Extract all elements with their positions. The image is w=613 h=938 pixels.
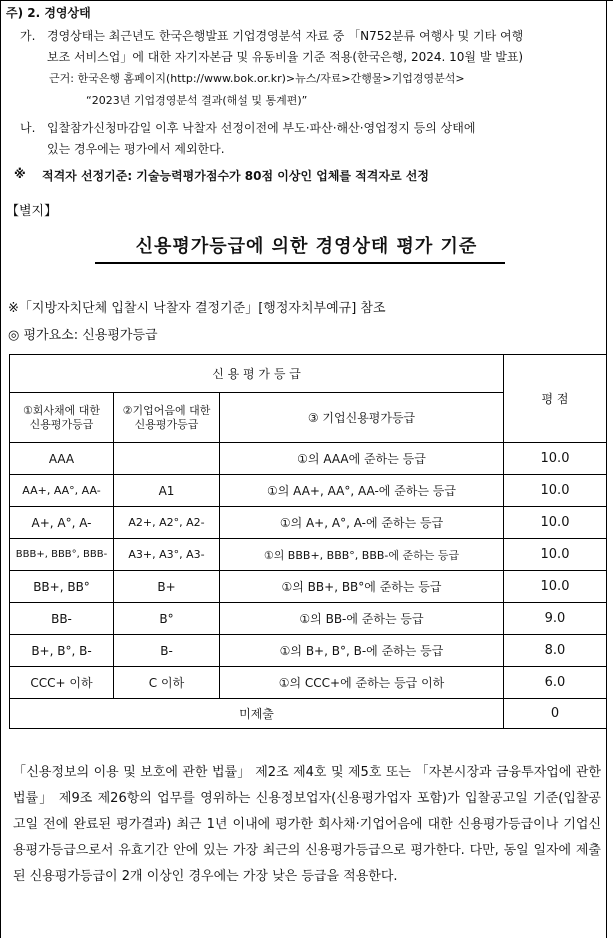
corp-grade-cell: ①의 AA+, AA°, AA-에 준하는 등급 xyxy=(220,475,504,507)
bond-grade-cell: BB- xyxy=(10,603,114,635)
col2-header-line1: ②기업어음에 대한 xyxy=(122,403,211,417)
score-cell: 8.0 xyxy=(504,635,607,667)
basis-line2: “2023년 기업경영분석 결과(해설 및 통계편)” xyxy=(86,94,308,107)
corp-grade-cell: ①의 AAA에 준하는 등급 xyxy=(220,443,504,475)
cp-grade-cell: B+ xyxy=(114,571,220,603)
bond-grade-cell: AAA xyxy=(10,443,114,475)
table-row xyxy=(10,603,607,635)
table-row xyxy=(10,507,607,539)
group-header: 신 용 평 가 등 급 xyxy=(10,355,504,393)
score-cell: 10.0 xyxy=(504,475,607,507)
table-row-unsubmitted xyxy=(10,699,607,729)
item-na-label: 나. xyxy=(20,121,36,135)
corp-grade-cell: ①의 B+, B°, B-에 준하는 등급 xyxy=(220,635,504,667)
col1-header-line2: 신용평가등급 xyxy=(29,417,94,431)
document-title: 신용평가등급에 의한 경영상태 평가 기준 xyxy=(135,236,478,257)
score-cell: 9.0 xyxy=(504,603,607,635)
item-ga-label: 가. xyxy=(20,29,36,43)
section-title: 주) 2. 경영상태 xyxy=(6,6,91,20)
annex-label: 【별지】 xyxy=(6,204,58,219)
col1-header xyxy=(10,393,114,443)
footer-paragraph: 「신용정보의 이용 및 보호에 관한 법률」 제2조 제4호 및 제5호 또는 「자본시장과 금융투자업에 관한 법률」 제9조 제26항의 업무를 영위하는 신용정보업자(신용평가업자 포함)가 입찰공고일 기준(입찰공고일 전에 완료된 평가결과) 최근 1년 이내에 평가한 회사채·기업어음에 대한 신용평가등급이나 기업신용평가등급으로서 유효기간 안에 있는 가장 최근의 신용평가등급으로 평가한다. 다만, 동일 일자에 제출된 신용평가등급이 2개 이상인 경우에는 가장 낮은 등급을 적용한다. xyxy=(13,765,601,884)
criteria-mark: ※ xyxy=(14,167,26,181)
corp-grade-cell: ①의 BB+, BB°에 준하는 등급 xyxy=(220,571,504,603)
bond-grade-cell: BB+, BB° xyxy=(10,571,114,603)
bond-grade-cell: A+, A°, A- xyxy=(10,507,114,539)
score-header: 평 점 xyxy=(504,355,607,443)
cp-grade-cell: B° xyxy=(114,603,220,635)
col2-header xyxy=(114,393,220,443)
table-row xyxy=(10,667,607,699)
unsubmitted-label: 미제출 xyxy=(10,699,504,729)
item-na-line1: 입찰참가신청마감일 이후 낙찰자 선정이전에 부도·파산·해산·영업정지 등의 상태에 xyxy=(47,121,476,135)
corp-grade-cell: ①의 BBB+, BBB°, BBB-에 준하는 등급 xyxy=(220,539,504,571)
bond-grade-cell: BBB+, BBB°, BBB- xyxy=(10,539,114,571)
top-border xyxy=(0,0,613,1)
table-row xyxy=(10,443,607,475)
corp-grade-cell: ①의 CCC+에 준하는 등급 이하 xyxy=(220,667,504,699)
col2-header-line2: 신용평가등급 xyxy=(134,417,199,431)
table-row xyxy=(10,539,607,571)
cp-grade-cell: C 이하 xyxy=(114,667,220,699)
title-underline xyxy=(95,262,505,264)
table-header-row-1 xyxy=(10,355,607,393)
left-border xyxy=(0,0,1,938)
cp-grade-cell xyxy=(114,443,220,475)
cp-grade-cell: A3+, A3°, A3- xyxy=(114,539,220,571)
bond-grade-cell: B+, B°, B- xyxy=(10,635,114,667)
unsubmitted-score: 0 xyxy=(504,699,607,729)
cp-grade-cell: A2+, A2°, A2- xyxy=(114,507,220,539)
bond-grade-cell: AA+, AA°, AA- xyxy=(10,475,114,507)
col3-header: ③ 기업신용평가등급 xyxy=(220,393,504,443)
cp-grade-cell: B- xyxy=(114,635,220,667)
score-cell: 10.0 xyxy=(504,571,607,603)
score-cell: 6.0 xyxy=(504,667,607,699)
grade-table xyxy=(9,354,607,729)
evaluation-element: ◎ 평가요소: 신용평가등급 xyxy=(8,328,158,343)
cp-grade-cell: A1 xyxy=(114,475,220,507)
item-ga-line2: 보조 서비스업」에 대한 자기자본금 및 유동비율 기준 적용(한국은행, 2024. 10월 발 발표) xyxy=(47,50,524,64)
criteria-text: 적격자 선정기준: 기술능력평가점수가 80점 이상인 업체를 적격자로 선정 xyxy=(42,169,429,183)
table-row xyxy=(10,571,607,603)
item-ga-line1: 경영상태는 최근년도 한국은행발표 기업경영분석 자료 중 「N752분류 여행사 및 기타 여행 xyxy=(47,29,524,43)
bond-grade-cell: CCC+ 이하 xyxy=(10,667,114,699)
score-cell: 10.0 xyxy=(504,443,607,475)
score-cell: 10.0 xyxy=(504,539,607,571)
item-na-line2: 있는 경우에는 평가에서 제외한다. xyxy=(47,142,225,156)
col1-header-line1: ①회사채에 대한 xyxy=(22,403,101,417)
table-row xyxy=(10,635,607,667)
table-row xyxy=(10,475,607,507)
corp-grade-cell: ①의 A+, A°, A-에 준하는 등급 xyxy=(220,507,504,539)
reference-note: ※「지방자치단체 입찰시 낙찰자 결정기준」[행정자치부예규] 참조 xyxy=(8,301,386,316)
basis-line1: 근거: 한국은행 홈페이지(http://www.bok.or.kr)>뉴스/자료>간행물>기업경영분석> xyxy=(49,72,465,85)
score-cell: 10.0 xyxy=(504,507,607,539)
corp-grade-cell: ①의 BB-에 준하는 등급 xyxy=(220,603,504,635)
